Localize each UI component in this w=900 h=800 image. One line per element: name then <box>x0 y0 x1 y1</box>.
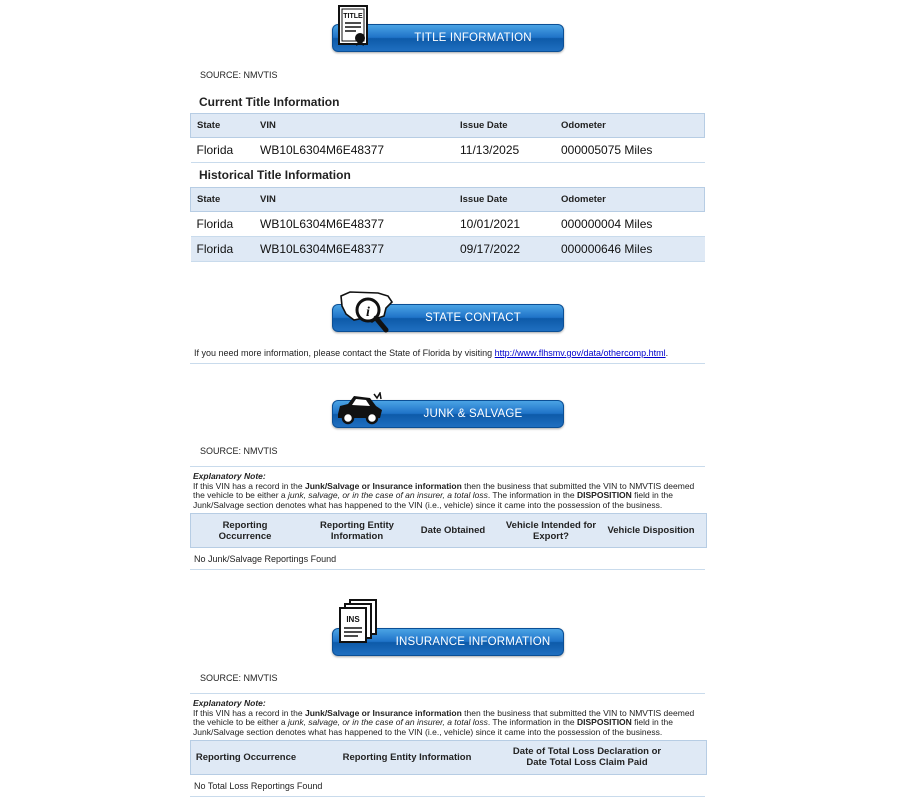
col-header-export: Vehicle Intended for Export? <box>505 520 597 542</box>
state-contact-text <box>194 348 668 358</box>
table-row <box>191 212 705 237</box>
divider <box>190 466 705 467</box>
divider <box>190 796 705 797</box>
row-state: Florida <box>196 143 234 157</box>
col-header-odometer: Odometer <box>561 194 606 205</box>
col-header-reporting-entity: Reporting Entity Information <box>342 752 472 763</box>
insurance-note-bold: Junk/Salvage or Insurance information <box>304 707 462 718</box>
wrecked-car-icon <box>336 392 384 426</box>
junk-note-bold: Junk/Salvage or Insurance information <box>304 480 462 491</box>
junk-note-disposition: DISPOSITION <box>577 490 632 500</box>
col-header-state: State <box>197 194 221 205</box>
row-state: Florida <box>196 242 234 256</box>
row-state: Florida <box>196 217 234 231</box>
row-odometer: 000000646 Miles <box>561 242 653 256</box>
current-title-header-row <box>191 114 705 138</box>
col-header-issue-date: Issue Date <box>460 120 508 131</box>
title-document-icon <box>336 3 372 47</box>
insurance-note-text: If this VIN has a record in the <box>193 707 305 718</box>
insurance-table-header <box>190 740 707 775</box>
col-header-reporting-occurrence: Reporting Occurrence <box>195 752 297 763</box>
junk-explanatory-note <box>193 472 703 510</box>
us-map-magnifier-icon <box>338 288 396 334</box>
svg-text:i: i <box>366 305 370 320</box>
divider <box>190 569 705 570</box>
row-issue-date: 11/13/2025 <box>460 143 520 157</box>
junk-empty-message: No Junk/Salvage Reportings Found <box>194 554 337 564</box>
insurance-empty-message: No Total Loss Reportings Found <box>194 781 323 791</box>
insurance-note-text: field in the Junk/Salvage section denotes what has happened to the VIN (i.e., vehicle) since it came into the possession of the business. <box>193 717 673 737</box>
divider <box>190 363 705 364</box>
junk-note-text: . The information in the <box>487 490 578 500</box>
col-header-date-obtained: Date Obtained <box>420 525 486 536</box>
insurance-documents-icon <box>336 598 382 650</box>
historical-title-heading: Historical Title Information <box>199 168 351 182</box>
title-source: SOURCE: NMVTIS <box>200 70 278 80</box>
col-header-state: State <box>197 120 221 131</box>
col-header-vin: VIN <box>260 194 276 205</box>
insurance-banner-text: INSURANCE INFORMATION <box>395 636 551 648</box>
insurance-note-text: then the business that submitted the VIN to NMVTIS deemed the vehicle to be either a <box>193 707 695 727</box>
insurance-note-label: Explanatory Note: <box>193 698 266 708</box>
title-icon-label: TITLE <box>343 13 363 20</box>
col-header-issue-date: Issue Date <box>460 194 508 205</box>
table-row <box>191 237 705 262</box>
junk-note-label: Explanatory Note: <box>193 471 266 481</box>
current-title-heading: Current Title Information <box>199 95 340 109</box>
junk-note-text: then the business that submitted the VIN to NMVTIS deemed the vehicle to be either a <box>193 480 695 500</box>
junk-note-text: field in the Junk/Salvage section denotes what has happened to the VIN (i.e., vehicle) since it came into the possession of the business. <box>193 490 673 510</box>
row-vin: WB10L6304M6E48377 <box>260 242 385 256</box>
state-contact-link[interactable]: http://www.flhsmv.gov/data/othercomp.html <box>494 348 666 358</box>
col-header-odometer: Odometer <box>561 120 606 131</box>
col-header-reporting-occurrence: Reporting Occurrence <box>218 520 272 542</box>
insurance-note-disposition: DISPOSITION <box>577 717 632 727</box>
insurance-icon-label: INS <box>346 615 360 624</box>
insurance-source: SOURCE: NMVTIS <box>200 673 278 683</box>
divider <box>190 693 705 694</box>
col-header-vehicle-disposition: Vehicle Disposition <box>607 525 695 536</box>
insurance-explanatory-note <box>193 699 703 737</box>
row-odometer: 000005075 Miles <box>561 143 653 157</box>
col-header-reporting-entity: Reporting Entity Information <box>320 520 394 542</box>
insurance-note-text: . The information in the <box>487 717 578 727</box>
col-header-vin: VIN <box>260 120 276 131</box>
state-contact-prefix: If you need more information, please contact the State of Florida by visiting <box>194 348 495 358</box>
row-issue-date: 10/01/2021 <box>460 217 521 231</box>
current-title-table <box>190 113 705 163</box>
junk-note-text: If this VIN has a record in the <box>193 480 305 491</box>
row-issue-date: 09/17/2022 <box>460 242 521 256</box>
junk-note-italic: junk, salvage, or in the case of an insurer, a total loss <box>287 490 488 500</box>
title-information-banner-text: TITLE INFORMATION <box>414 32 532 44</box>
junk-table-header <box>190 513 707 548</box>
historical-title-table <box>190 187 705 262</box>
col-header-total-loss-date: Date of Total Loss Declaration or Date Total Loss Claim Paid <box>512 746 662 768</box>
row-vin: WB10L6304M6E48377 <box>260 217 385 231</box>
table-row <box>191 138 705 163</box>
insurance-note-italic: junk, salvage, or in the case of an insurer, a total loss <box>287 717 488 727</box>
junk-source: SOURCE: NMVTIS <box>200 446 278 456</box>
row-odometer: 000000004 Miles <box>561 217 653 231</box>
row-vin: WB10L6304M6E48377 <box>260 143 385 157</box>
state-contact-banner-text: STATE CONTACT INFORMATION <box>425 312 521 350</box>
junk-salvage-banner-text: JUNK & SALVAGE INFORMATION <box>423 408 523 446</box>
state-contact-suffix: . <box>665 348 669 358</box>
historical-title-header-row <box>191 188 705 212</box>
